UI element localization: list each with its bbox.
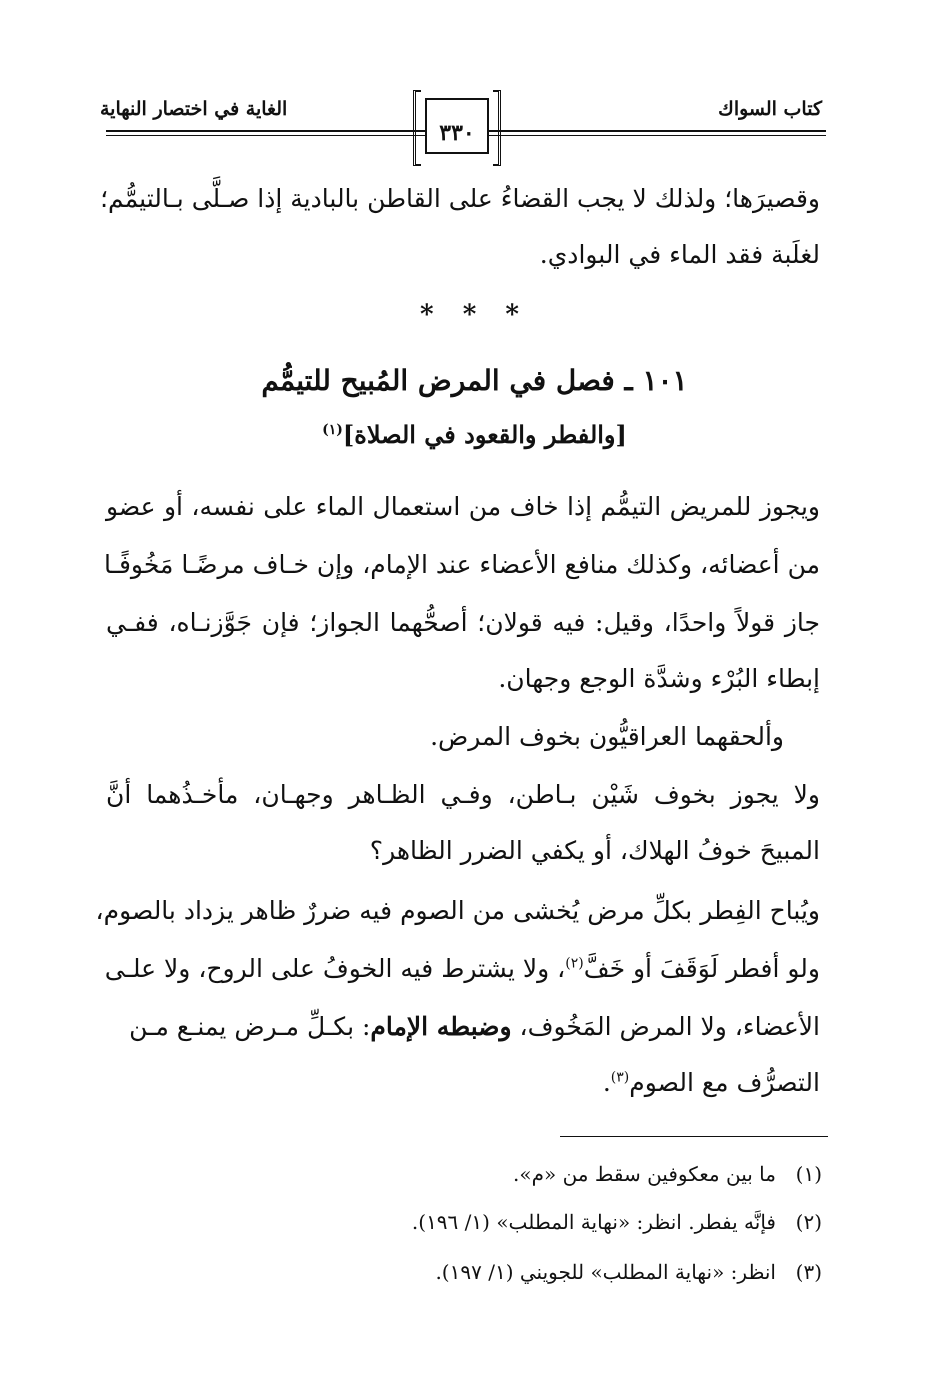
text-span: . (602, 1068, 611, 1097)
running-head-work: الغاية في اختصار النهاية (100, 98, 288, 120)
frame-ornament-left (413, 90, 421, 166)
text-line: ويجوز للمريض التيمُّم إذا خاف من استعمال الماء على نفسه، أو عضو (106, 492, 820, 521)
footnote-ref: (١) (322, 422, 343, 438)
footnote-ref: (٣) (610, 1069, 630, 1086)
page-number-frame (413, 90, 501, 166)
running-head-book: كتاب السواك (718, 98, 822, 120)
text-line: إبطاء البُرْء وشدَّة الوجع وجهان. (498, 664, 820, 693)
footnote-number: (٣) (795, 1260, 822, 1284)
text-span: ، ولا يشترط فيه الخوفُ على الروح، ولا علـى (104, 954, 566, 983)
text-line: من أعضائه، وكذلك منافع الأعضاء عند الإمام، وإن خـاف مرضًـا مَخُوفًـا (104, 550, 820, 579)
text-line: وقصيرَها؛ ولذلك لا يجب القضاءُ على القاطن بالبادية إذا صـلَّى بـالتيمُّم؛ (100, 184, 820, 213)
section-subtitle (0, 420, 949, 449)
text-span: التصرُّف مع الصوم (629, 1068, 820, 1097)
text-line (106, 1012, 820, 1041)
footnote-text: انظر: «نهاية المطلب» للجويني (١/ ١٩٧). (435, 1260, 776, 1284)
text-span: : بكـلِّ مـرض يمنـع مـن (129, 1012, 371, 1041)
section-title: ١٠١ ـ فصل في المرض المُبيح للتيمُّم (261, 364, 688, 397)
text-line: المبيحَ خوفُ الهلاك، أو يكفي الضرر الظاهر؟ (369, 836, 820, 865)
bold-term: وضبطه الإمام (370, 1012, 512, 1041)
footnote-text: فإنَّه يفطر. انظر: «نهاية المطلب» (١/ ١٩٦). (411, 1210, 776, 1234)
text-span: الأعضاء، ولا المرض المَخُوف، (511, 1012, 820, 1041)
footnote-number: (١) (795, 1162, 822, 1186)
text-span: وألحقهما العراقيُّون بخوف المرض. (430, 722, 784, 751)
section-subtitle-text: [والفطر والقعود في الصلاة] (342, 420, 627, 449)
footnote-rule (560, 1136, 828, 1137)
text-line: لغلَبة فقد الماء في البوادي. (539, 240, 820, 269)
text-line: جاز قولاً واحدًا، وقيل: فيه قولان؛ أصحُّهما الجواز؛ فإن جَوَّزنـاه، ففـي (106, 608, 820, 637)
text-line (106, 954, 820, 983)
text-span: ولو أفطر لَوَقَفَ أو خَفَّ (583, 954, 820, 983)
text-line: ولا يجوز بخوف شَيْن بـاطن، وفـي الظـاهر وجهـان، مأخـذُهما أنَّ (106, 780, 820, 809)
footnote-ref: (٢) (565, 955, 584, 972)
footnote-text: ما بين معكوفين سقط من «م». (513, 1162, 776, 1186)
text-line (106, 722, 820, 751)
footnote (200, 1210, 822, 1234)
page-number: ٣٣٠ (425, 98, 489, 154)
text-line: ويُباح الفِطر بكلِّ مرض يُخشى من الصوم فيه ضررٌ ظاهر يزداد بالصوم، (95, 896, 820, 925)
section-separator: * * * (420, 300, 529, 330)
footnote (200, 1260, 822, 1284)
text-line (106, 1068, 820, 1097)
frame-ornament-right (493, 90, 501, 166)
footnote (200, 1162, 822, 1186)
footnote-number: (٢) (795, 1210, 822, 1234)
